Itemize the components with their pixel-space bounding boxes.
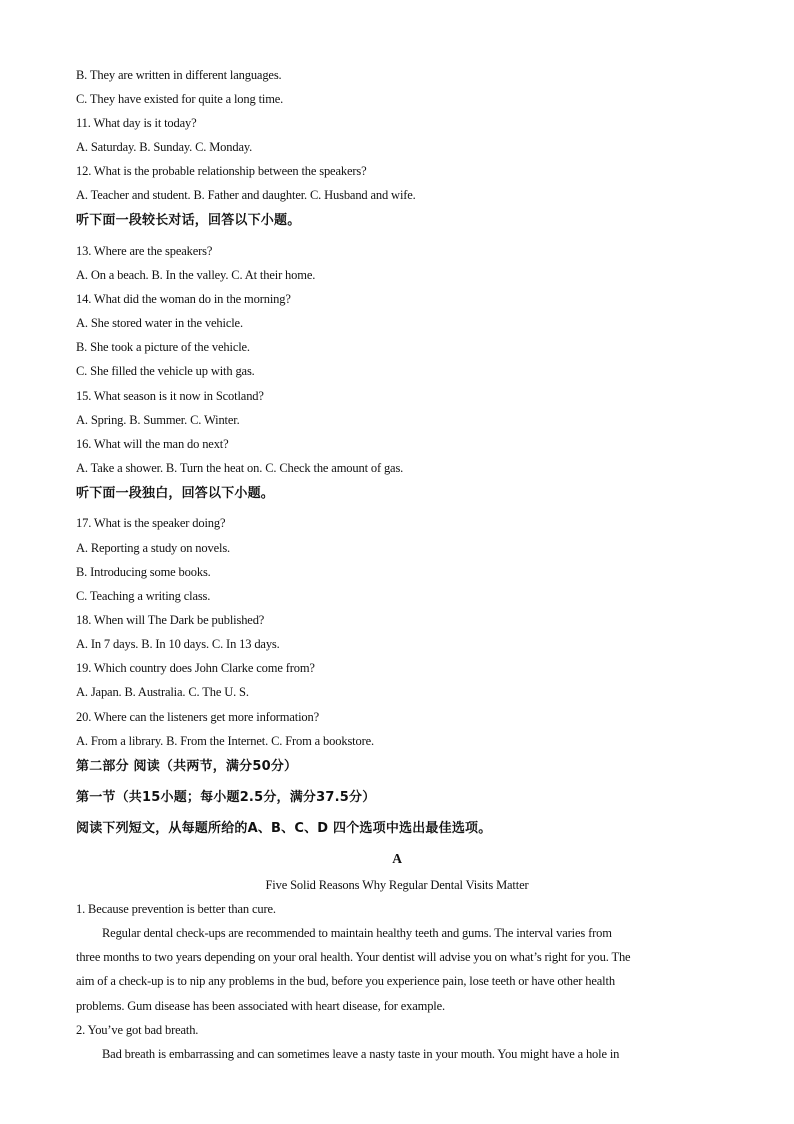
option-17b: B. Introducing some books. [76,565,211,579]
options-20: A. From a library. B. From the Internet. C. From a bookstore. [76,734,374,748]
section-one-heading: 第一节（共15小题；每小题2.5分，满分37.5分） [76,790,376,805]
section-heading-monologue: 听下面一段独白，回答以下小题。 [76,486,275,501]
passage-letter: A [392,851,402,866]
option-14a: A. She stored water in the vehicle. [76,316,243,330]
paragraph-line: problems. Gum disease has been associated with heart disease, for example. [76,999,445,1013]
options-18: A. In 7 days. B. In 10 days. C. In 13 days. [76,637,280,651]
question-11: 11. What day is it today? [76,116,197,130]
passage-title: Five Solid Reasons Why Regular Dental Visits Matter [265,878,529,892]
question-15: 15. What season is it now in Scotland? [76,389,264,403]
question-16: 16. What will the man do next? [76,437,229,451]
option-17a: A. Reporting a study on novels. [76,541,231,555]
options-13: A. On a beach. B. In the valley. C. At their home. [76,268,316,282]
question-13: 13. Where are the speakers? [76,244,213,258]
paragraph-line: Bad breath is embarrassing and can sometimes leave a nasty taste in your mouth. You might have a hole in [102,1047,620,1061]
reason-2-heading: 2. You’ve got bad breath. [76,1023,199,1037]
question-18: 18. When will The Dark be published? [76,613,265,627]
option-17c: C. Teaching a writing class. [76,589,211,603]
question-12: 12. What is the probable relationship between the speakers? [76,164,367,178]
option-14b: B. She took a picture of the vehicle. [76,340,250,354]
options-16: A. Take a shower. B. Turn the heat on. C. Check the amount of gas. [76,461,404,475]
reading-instructions: 阅读下列短文，从每题所给的A、B、C、D 四个选项中选出最佳选项。 [76,821,492,836]
paragraph-line: aim of a check-up is to nip any problems in the bud, before you experience pain, lose teeth or have other health [76,974,615,988]
question-19: 19. Which country does John Clarke come from? [76,661,315,675]
question-20: 20. Where can the listeners get more information? [76,710,320,724]
question-14: 14. What did the woman do in the morning? [76,292,291,306]
options-12: A. Teacher and student. B. Father and daughter. C. Husband and wife. [76,188,416,202]
options-11: A. Saturday. B. Sunday. C. Monday. [76,140,253,154]
question-17: 17. What is the speaker doing? [76,516,226,530]
option-10b: B. They are written in different languages. [76,68,282,82]
paragraph-line: Regular dental check-ups are recommended to maintain healthy teeth and gums. The interval varies from [102,926,612,940]
paragraph-line: three months to two years depending on your oral health. Your dentist will advise you on what’s right for you. The [76,950,631,964]
part-two-heading: 第二部分 阅读（共两节，满分50分） [76,759,298,774]
option-10c: C. They have existed for quite a long time. [76,92,284,106]
option-14c: C. She filled the vehicle up with gas. [76,364,255,378]
reason-1-heading: 1. Because prevention is better than cure. [76,902,276,916]
options-19: A. Japan. B. Australia. C. The U. S. [76,685,249,699]
section-heading-long-dialogue: 听下面一段较长对话，回答以下小题。 [76,213,301,228]
options-15: A. Spring. B. Summer. C. Winter. [76,413,240,427]
